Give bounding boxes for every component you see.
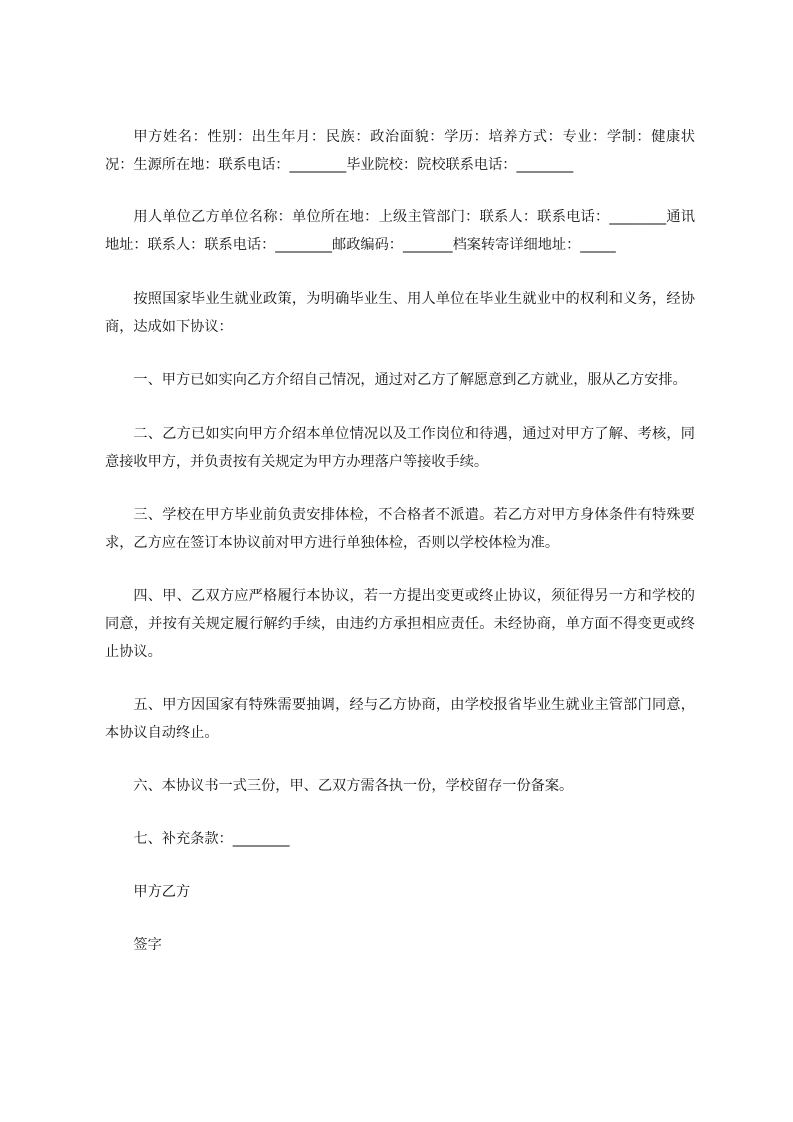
signature-parties: 甲方乙方 (133, 884, 191, 900)
preamble: 按照国家毕业生就业政策，为明确毕业生、用人单位在毕业生就业中的权利和义务，经协商，达成如下协议： (105, 291, 695, 335)
party-a-info: 甲方姓名：性别：出生年月：民族：政治面貌：学历：培养方式：专业：学制：健康状况：生源所在地：联系电话：________毕业院校：院校联系电话：________ (105, 129, 695, 173)
clause-5: 五、甲方因国家有特殊需要抽调，经与乙方协商，由学校报省毕业生就业主管部门同意，本协议自动终止。 (105, 697, 695, 741)
clause-3: 三、学校在甲方毕业前负责安排体检，不合格者不派遣。若乙方对甲方身体条件有特殊要求，乙方应在签订本协议前对甲方进行单独体检，否则以学校体检为准。 (105, 507, 695, 551)
employer-info: 用人单位乙方单位名称：单位所在地：上级主管部门：联系人：联系电话：________通讯地址：联系人：联系电话：________邮政编码：_______档案转寄详细地址：_____ (105, 209, 695, 253)
signature-label: 签字 (133, 937, 162, 953)
clause-6: 六、本协议书一式三份，甲、乙双方需各执一份，学校留存一份备案。 (133, 778, 574, 794)
clause-7: 七、补充条款：________ (133, 831, 290, 847)
clause-4: 四、甲、乙双方应严格履行本协议，若一方提出变更或终止协议，须征得另一方和学校的同意，并按有关规定履行解约手续，由违约方承担相应责任。未经协商，单方面不得变更或终止协议。 (105, 588, 695, 660)
clause-1: 一、甲方已如实向乙方介绍自己情况，通过对乙方了解愿意到乙方就业，服从乙方安排。 (133, 372, 687, 388)
clause-2: 二、乙方已如实向甲方介绍本单位情况以及工作岗位和待遇，通过对甲方了解、考核，同意接收甲方，并负责按有关规定为甲方办理落户等接收手续。 (105, 426, 695, 470)
